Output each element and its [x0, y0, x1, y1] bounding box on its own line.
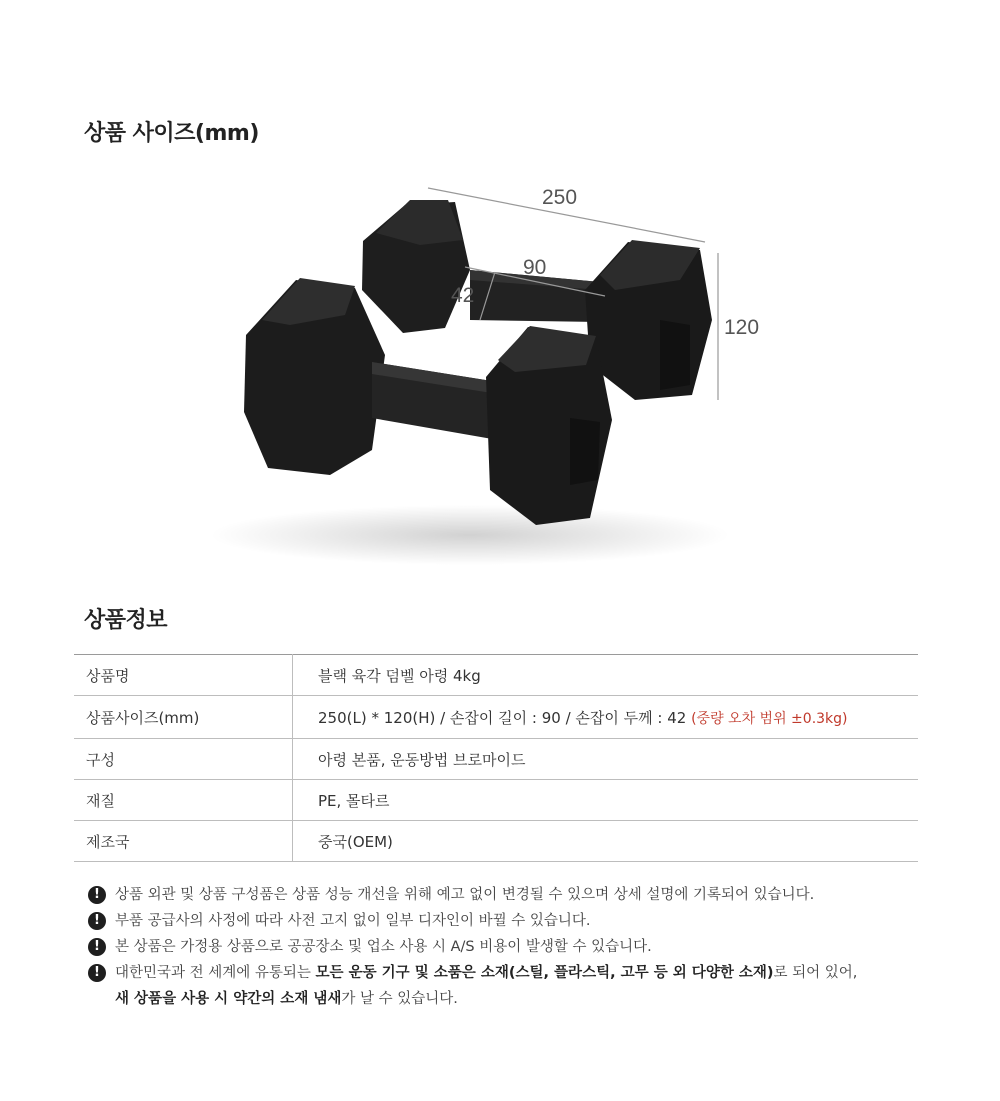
row-key: 구성 — [74, 739, 293, 780]
exclamation-circle-icon: ! — [88, 938, 106, 956]
handle-thickness-dimension-label: 42 — [451, 284, 475, 307]
row-value-text: 아령 본품, 운동방법 브로마이드 — [318, 750, 526, 769]
row-key: 상품사이즈(mm) — [74, 696, 293, 739]
dumbbell-image — [0, 150, 1000, 600]
row-value — [293, 739, 919, 780]
weight-tolerance-note: (중량 오차 범위 ±0.3kg) — [691, 710, 848, 727]
table-row — [74, 739, 918, 780]
table-row — [74, 655, 918, 696]
row-value-text: PE, 몰타르 — [318, 791, 390, 810]
row-value-text: 250(L) * 120(H) / 손잡이 길이 : 90 / 손잡이 두께 : 42 — [318, 708, 687, 727]
notice-item: ! 본 상품은 가정용 상품으로 공공장소 및 업소 사용 시 A/S 비용이 발생할 수 있습니다. — [88, 934, 948, 960]
dumbbell-size-figure — [0, 150, 1000, 600]
exclamation-circle-icon: ! — [88, 886, 106, 904]
length-dimension-label: 250 — [542, 186, 578, 209]
row-key: 상품명 — [74, 655, 293, 696]
row-value-text: 블랙 육각 덤벨 아령 4kg — [318, 666, 481, 685]
size-section-title: 상품 사이즈(mm) — [84, 121, 259, 146]
exclamation-circle-icon: ! — [88, 964, 106, 982]
row-key: 제조국 — [74, 821, 293, 862]
table-row — [74, 696, 918, 739]
notice-list — [88, 882, 948, 1012]
table-row — [74, 780, 918, 821]
row-value — [293, 696, 919, 739]
exclamation-circle-icon: ! — [88, 912, 106, 930]
notice-item: ! 대한민국과 전 세계에 유통되는 모든 운동 기구 및 소품은 소재(스틸, 플라스틱, 고무 등 외 다양한 소재)로 되어 있어, 새 상품을 사용 시 약간의 소재 냄새가 날 수 있습니다. — [88, 960, 948, 1012]
row-key: 재질 — [74, 780, 293, 821]
info-section-title: 상품정보 — [84, 608, 168, 633]
notice-item: ! 부품 공급사의 사정에 따라 사전 고지 없이 일부 디자인이 바뀔 수 있습니다. — [88, 908, 948, 934]
row-value — [293, 780, 919, 821]
row-value-text: 중국(OEM) — [318, 832, 393, 851]
height-dimension-label: 120 — [724, 316, 760, 339]
table-row — [74, 821, 918, 862]
row-value — [293, 821, 919, 862]
notice-item: ! 상품 외관 및 상품 구성품은 상품 성능 개선을 위해 예고 없이 변경될 수 있으며 상세 설명에 기록되어 있습니다. — [88, 882, 948, 908]
product-info-table — [74, 654, 918, 862]
row-value — [293, 655, 919, 696]
handle-length-dimension-label: 90 — [523, 256, 547, 279]
